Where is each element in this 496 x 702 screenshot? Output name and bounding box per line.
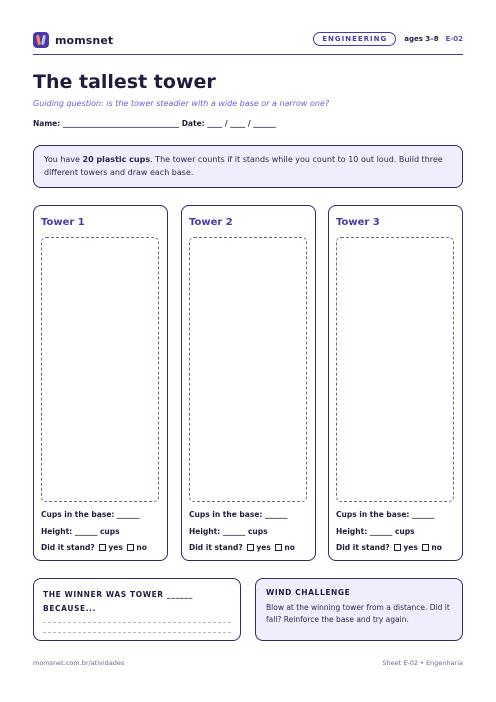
tower-card-1 — [33, 205, 168, 561]
cups-in-base-field[interactable]: Cups in the base: ______ — [189, 510, 288, 519]
no-checkbox[interactable] — [422, 544, 429, 551]
winner-prompt[interactable] — [43, 588, 193, 616]
intro-box — [33, 145, 463, 188]
drawing-area[interactable] — [189, 237, 307, 502]
tower-title: Tower 3 — [336, 217, 380, 228]
yes-label: yes — [256, 543, 271, 552]
height-field[interactable]: Height: ______ cups — [41, 527, 120, 536]
tower-card-2 — [181, 205, 316, 561]
footer-sheet-id: Sheet E-02 • Engenharia — [382, 659, 463, 667]
footer-url: momsnet.com.br/atividades — [33, 659, 125, 667]
height-field[interactable]: Height: ______ cups — [336, 527, 415, 536]
answer-line — [43, 632, 231, 633]
stood-label: Did it stand? — [189, 543, 243, 552]
stood-label: Did it stand? — [336, 543, 390, 552]
winner-box — [33, 578, 241, 641]
stood-question — [189, 543, 295, 552]
sheet-code: E-02 — [445, 35, 463, 43]
no-label: no — [431, 543, 442, 552]
page-title: The tallest tower — [33, 71, 216, 93]
age-range: ages 3–8 — [404, 35, 439, 43]
winner-line: THE WINNER WAS TOWER ______ — [43, 590, 193, 599]
stood-label: Did it stand? — [41, 543, 95, 552]
height-field[interactable]: Height: ______ cups — [189, 527, 268, 536]
drawing-area[interactable] — [41, 237, 159, 502]
header-divider — [33, 54, 463, 55]
tower-card-3 — [328, 205, 463, 561]
intro-text-after: . The tower counts if it stands while you count to 10 out loud. Build three different towers and draw each base. — [44, 155, 443, 177]
header — [33, 32, 463, 52]
wind-challenge-box — [255, 578, 463, 641]
because-line: BECAUSE... — [43, 604, 97, 613]
yes-checkbox[interactable] — [394, 544, 401, 551]
wind-challenge-title: WIND CHALLENGE — [266, 588, 351, 597]
yes-label: yes — [108, 543, 123, 552]
yes-checkbox[interactable] — [99, 544, 106, 551]
name-date-field[interactable]: Name: _______________________________ Date: ____ / ____ / ______ — [33, 119, 276, 128]
stood-question — [336, 543, 442, 552]
answer-line — [43, 622, 231, 623]
drawing-area[interactable] — [336, 237, 454, 502]
cups-in-base-field[interactable]: Cups in the base: ______ — [41, 510, 140, 519]
no-label: no — [284, 543, 295, 552]
header-meta — [313, 32, 463, 46]
cups-in-base-field[interactable]: Cups in the base: ______ — [336, 510, 435, 519]
wind-challenge-body: Blow at the winning tower from a distance. Did it fall? Reinforce the base and try again. — [266, 603, 450, 624]
tower-title: Tower 2 — [189, 217, 233, 228]
logo-text: momsnet — [55, 33, 114, 47]
no-checkbox[interactable] — [127, 544, 134, 551]
no-checkbox[interactable] — [275, 544, 282, 551]
category-badge: ENGINEERING — [313, 32, 396, 46]
intro-text-before: You have — [44, 155, 83, 164]
yes-label: yes — [403, 543, 418, 552]
yes-checkbox[interactable] — [247, 544, 254, 551]
tower-title: Tower 1 — [41, 217, 85, 228]
logo — [33, 32, 113, 48]
guiding-question: Guiding question: is the tower steadier with a wide base or a narrow one? — [33, 99, 330, 108]
stood-question — [41, 543, 147, 552]
intro-bold: 20 plastic cups — [82, 155, 151, 164]
logo-icon — [33, 32, 49, 48]
no-label: no — [136, 543, 147, 552]
